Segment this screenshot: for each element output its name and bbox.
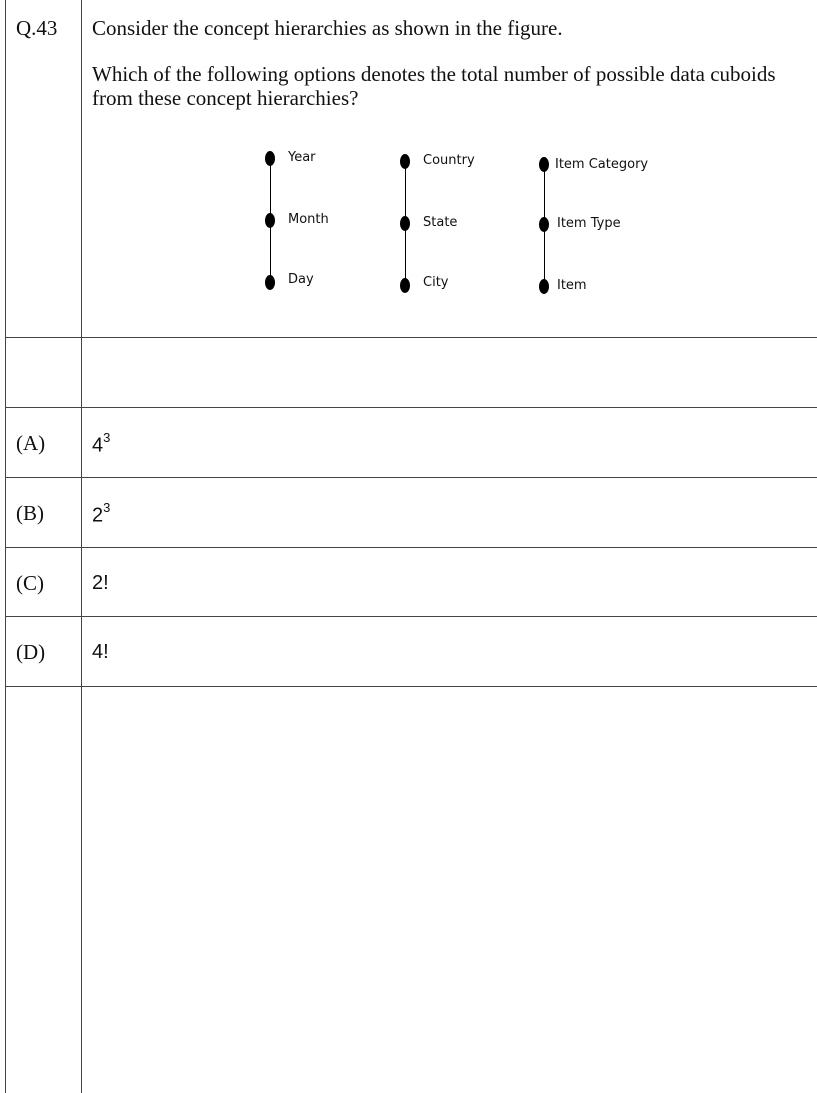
option-value xyxy=(92,572,109,595)
row-divider xyxy=(5,407,817,408)
hierarchy-node xyxy=(539,217,549,232)
hierarchy-node xyxy=(265,213,275,228)
row-divider xyxy=(5,686,817,687)
option-label: (D) xyxy=(16,640,46,664)
option-base: 2 xyxy=(92,504,104,527)
hierarchy-node xyxy=(265,151,275,166)
hierarchy-node xyxy=(265,275,275,290)
option-value xyxy=(92,502,110,528)
option-value xyxy=(92,432,110,458)
option-base: 4 xyxy=(92,434,104,457)
option-label: (C) xyxy=(16,571,44,595)
hierarchy-node xyxy=(400,154,410,169)
hierarchy-label-item-bottom: Item xyxy=(557,278,587,293)
hierarchy-label-time-mid: Month xyxy=(288,212,329,227)
question-text-prompt: Which of the following options denotes the total number of possible data cuboids from these concept hierarchies? xyxy=(92,62,776,110)
hierarchy-label-item-top: Item Category xyxy=(555,157,649,172)
row-divider xyxy=(5,477,817,478)
hierarchy-label-time-bottom: Day xyxy=(288,272,314,287)
option-base: 2! xyxy=(92,572,109,594)
hierarchy-label-location-top: Country xyxy=(423,153,475,168)
hierarchy-label-location-mid: State xyxy=(423,215,458,230)
option-value xyxy=(92,641,109,664)
hierarchy-node xyxy=(400,278,410,293)
hierarchy-label-time-top: Year xyxy=(288,150,316,165)
question-number: Q.43 xyxy=(16,16,58,40)
row-divider xyxy=(5,547,817,548)
hierarchy-node xyxy=(400,216,410,231)
option-exponent: 3 xyxy=(103,430,111,445)
hierarchy-node xyxy=(539,279,549,294)
hierarchy-label-location-bottom: City xyxy=(423,275,449,290)
hierarchy-node xyxy=(539,157,549,172)
question-text-intro: Consider the concept hierarchies as shown in the figure. xyxy=(92,16,563,40)
hierarchy-label-item-mid: Item Type xyxy=(557,216,621,231)
row-divider xyxy=(5,337,817,338)
option-label: (A) xyxy=(16,431,46,455)
option-exponent: 3 xyxy=(103,500,111,515)
row-divider xyxy=(5,616,817,617)
option-label: (B) xyxy=(16,501,44,525)
option-base: 4! xyxy=(92,641,109,663)
